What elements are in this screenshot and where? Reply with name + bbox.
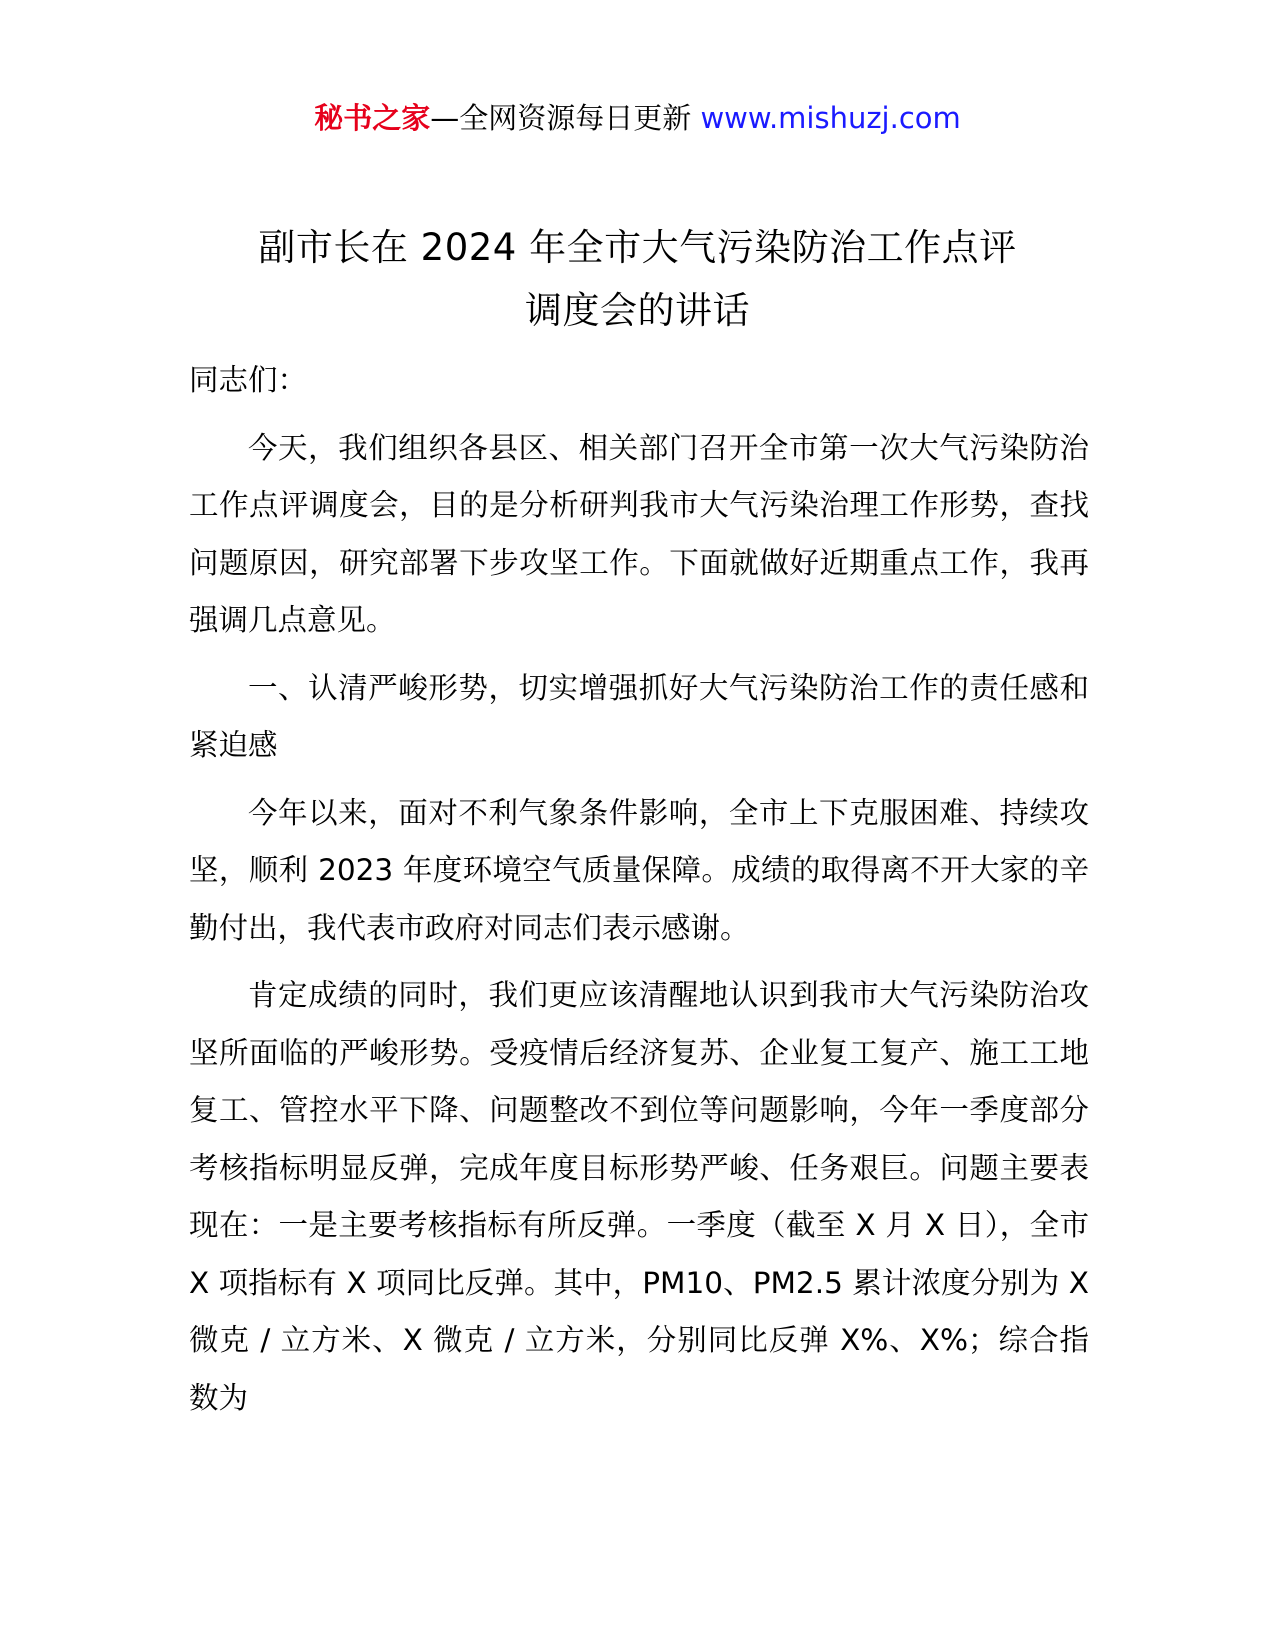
paragraph-achievements: 今年以来，面对不利气象条件影响，全市上下克服困难、持续攻坚，顺利 2023 年度环境空气质量保障。成绩的取得离不开大家的辛勤付出，我代表市政府对同志们表示感谢。 <box>189 795 1089 945</box>
site-header <box>0 96 1275 140</box>
document-title-line-1: 副市长在 2024 年全市大气污染防治工作点评 <box>258 226 1017 269</box>
paragraph-situation: 肯定成绩的同时，我们更应该清醒地认识到我市大气污染防治攻坚所面临的严峻形势。受疫情后经济复苏、企业复工复产、施工工地复工、管控水平下降、问题整改不到位等问题影响，今年一季度部分考核指标明显反弹，完成年度目标形势严峻、任务艰巨。问题主要表现在：一是主要考核指标有所反弹。一季度（截至 X 月 X 日），全市 X 项指标有 X 项同比反弹。其中，PM10、PM2.5 累计浓度分别为 X 微克 / 立方米、X 微克 / 立方米，分别同比反弹 X%、X%；综合指数为 <box>189 978 1089 1415</box>
site-tagline: —全网资源每日更新 <box>430 101 701 135</box>
site-brand: 秘书之家 <box>314 101 431 135</box>
document-body <box>189 352 1089 1437</box>
paragraph-opening: 今天，我们组织各县区、相关部门召开全市第一次大气污染防治工作点评调度会，目的是分析研判我市大气污染治理工作形势，查找问题原因，研究部署下步攻坚工作。下面就做好近期重点工作，我再强调几点意见。 <box>189 430 1089 637</box>
section-heading-1: 一、认清严峻形势，切实增强抓好大气污染防治工作的责任感和紧迫感 <box>189 670 1089 762</box>
site-url-link[interactable]: www.mishuzj.com <box>700 101 961 135</box>
document-title <box>190 216 1085 342</box>
document-title-line-2: 调度会的讲话 <box>525 289 750 332</box>
salutation: 同志们： <box>189 363 308 397</box>
